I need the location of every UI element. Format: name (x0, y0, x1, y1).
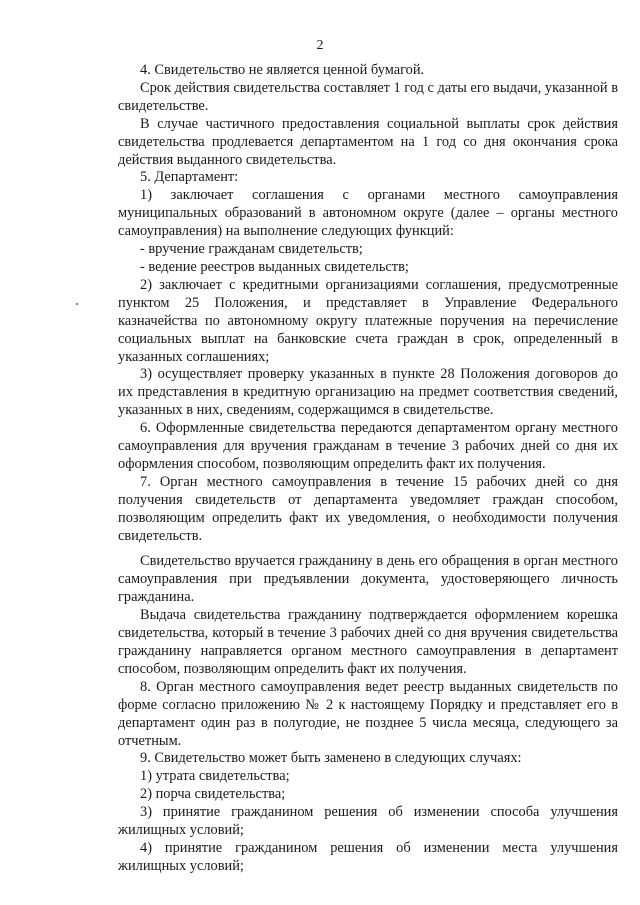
paragraph-7-receipt: Выдача свидетельства гражданину подтверждается оформлением корешка свидетельства, который в течение 3 рабочих дней со дня вручения свидетельства гражданину направляется органом местного самоуправления в департамент способом, позволяющим определить факт их получения. (118, 607, 618, 677)
paragraph-validity: Срок действия свидетельства составляет 1 год с даты его выдачи, указанной в свидетельстве. (118, 79, 619, 114)
list-item-handover: - вручение гражданам свидетельств; (140, 241, 363, 258)
paragraph-5-1: 1) заключает соглашения с органами местного самоуправления муниципальных образований в автономном округе (далее – органы местного самоуправления) на выполнение следующих функций: (118, 187, 618, 240)
paragraph-8: 8. Орган местного самоуправления ведет реестр выданных свидетельств по форме согласно приложению № 2 к настоящему Порядку и представляет его в департамент один раз в полугодие, не позднее 5 числа месяца, следующего за отчетным. (118, 678, 618, 749)
list-item-method-change: 3) принятие гражданином решения об изменении способа улучшения жилищных условий; (118, 804, 618, 839)
list-item-registry: - ведение реестров выданных свидетельств; (140, 258, 409, 275)
list-item-damage: 2) порча свидетельства; (140, 786, 286, 803)
margin-mark (76, 303, 78, 305)
paragraph-5: 5. Департамент: (140, 169, 239, 186)
paragraph-7: 7. Орган местного самоуправления в течение 15 рабочих дней со дня получения свидетельств от департамента уведомляет граждан способом, позволяющим определить факт их уведомления, о необходимости получения свидетельств. (118, 473, 618, 544)
list-item-place-change: 4) принятие гражданином решения об изменении места улучшения жилищных условий; (118, 839, 618, 874)
paragraph-5-3: 3) осуществляет проверку указанных в пункте 28 Положения договоров до их представления в кредитную организацию на предмет соответствия сведений, указанных в них, сведениям, содержащимся в свидетельстве. (118, 366, 618, 419)
page-number: 2 (316, 38, 324, 53)
paragraph-extension: В случае частичного предоставления социальной выплаты срок действия свидетельства продлевается департаментом на 1 год со дня окончания срока действия выданного свидетельства. (118, 115, 618, 168)
paragraph-6: 6. Оформленные свидетельства передаются департаментом органу местного самоуправления для вручения гражданам в течение 3 рабочих дней со дня их оформления способом, позволяющим определить факт их получения. (118, 420, 618, 472)
list-item-loss: 1) утрата свидетельства; (140, 768, 290, 785)
paragraph-9: 9. Свидетельство может быть заменено в следующих случаях: (140, 750, 522, 767)
document-body (118, 62, 618, 876)
paragraph-5-2: 2) заключает с кредитными организациями соглашения, предусмотренные пунктом 25 Положения, и представляет в Управление Федерального казначейства по автономному округу платежные поручения на перечисление социальных выплат на банковские счета граждан в срок, определенный в указанных соглашениях; (118, 276, 618, 365)
paragraph-4: 4. Свидетельство не является ценной бумагой. (140, 62, 425, 78)
paragraph-7-handover: Свидетельство вручается гражданину в день его обращения в орган местного самоуправления при предъявлении документа, удостоверяющего личность гражданина. (118, 553, 618, 606)
